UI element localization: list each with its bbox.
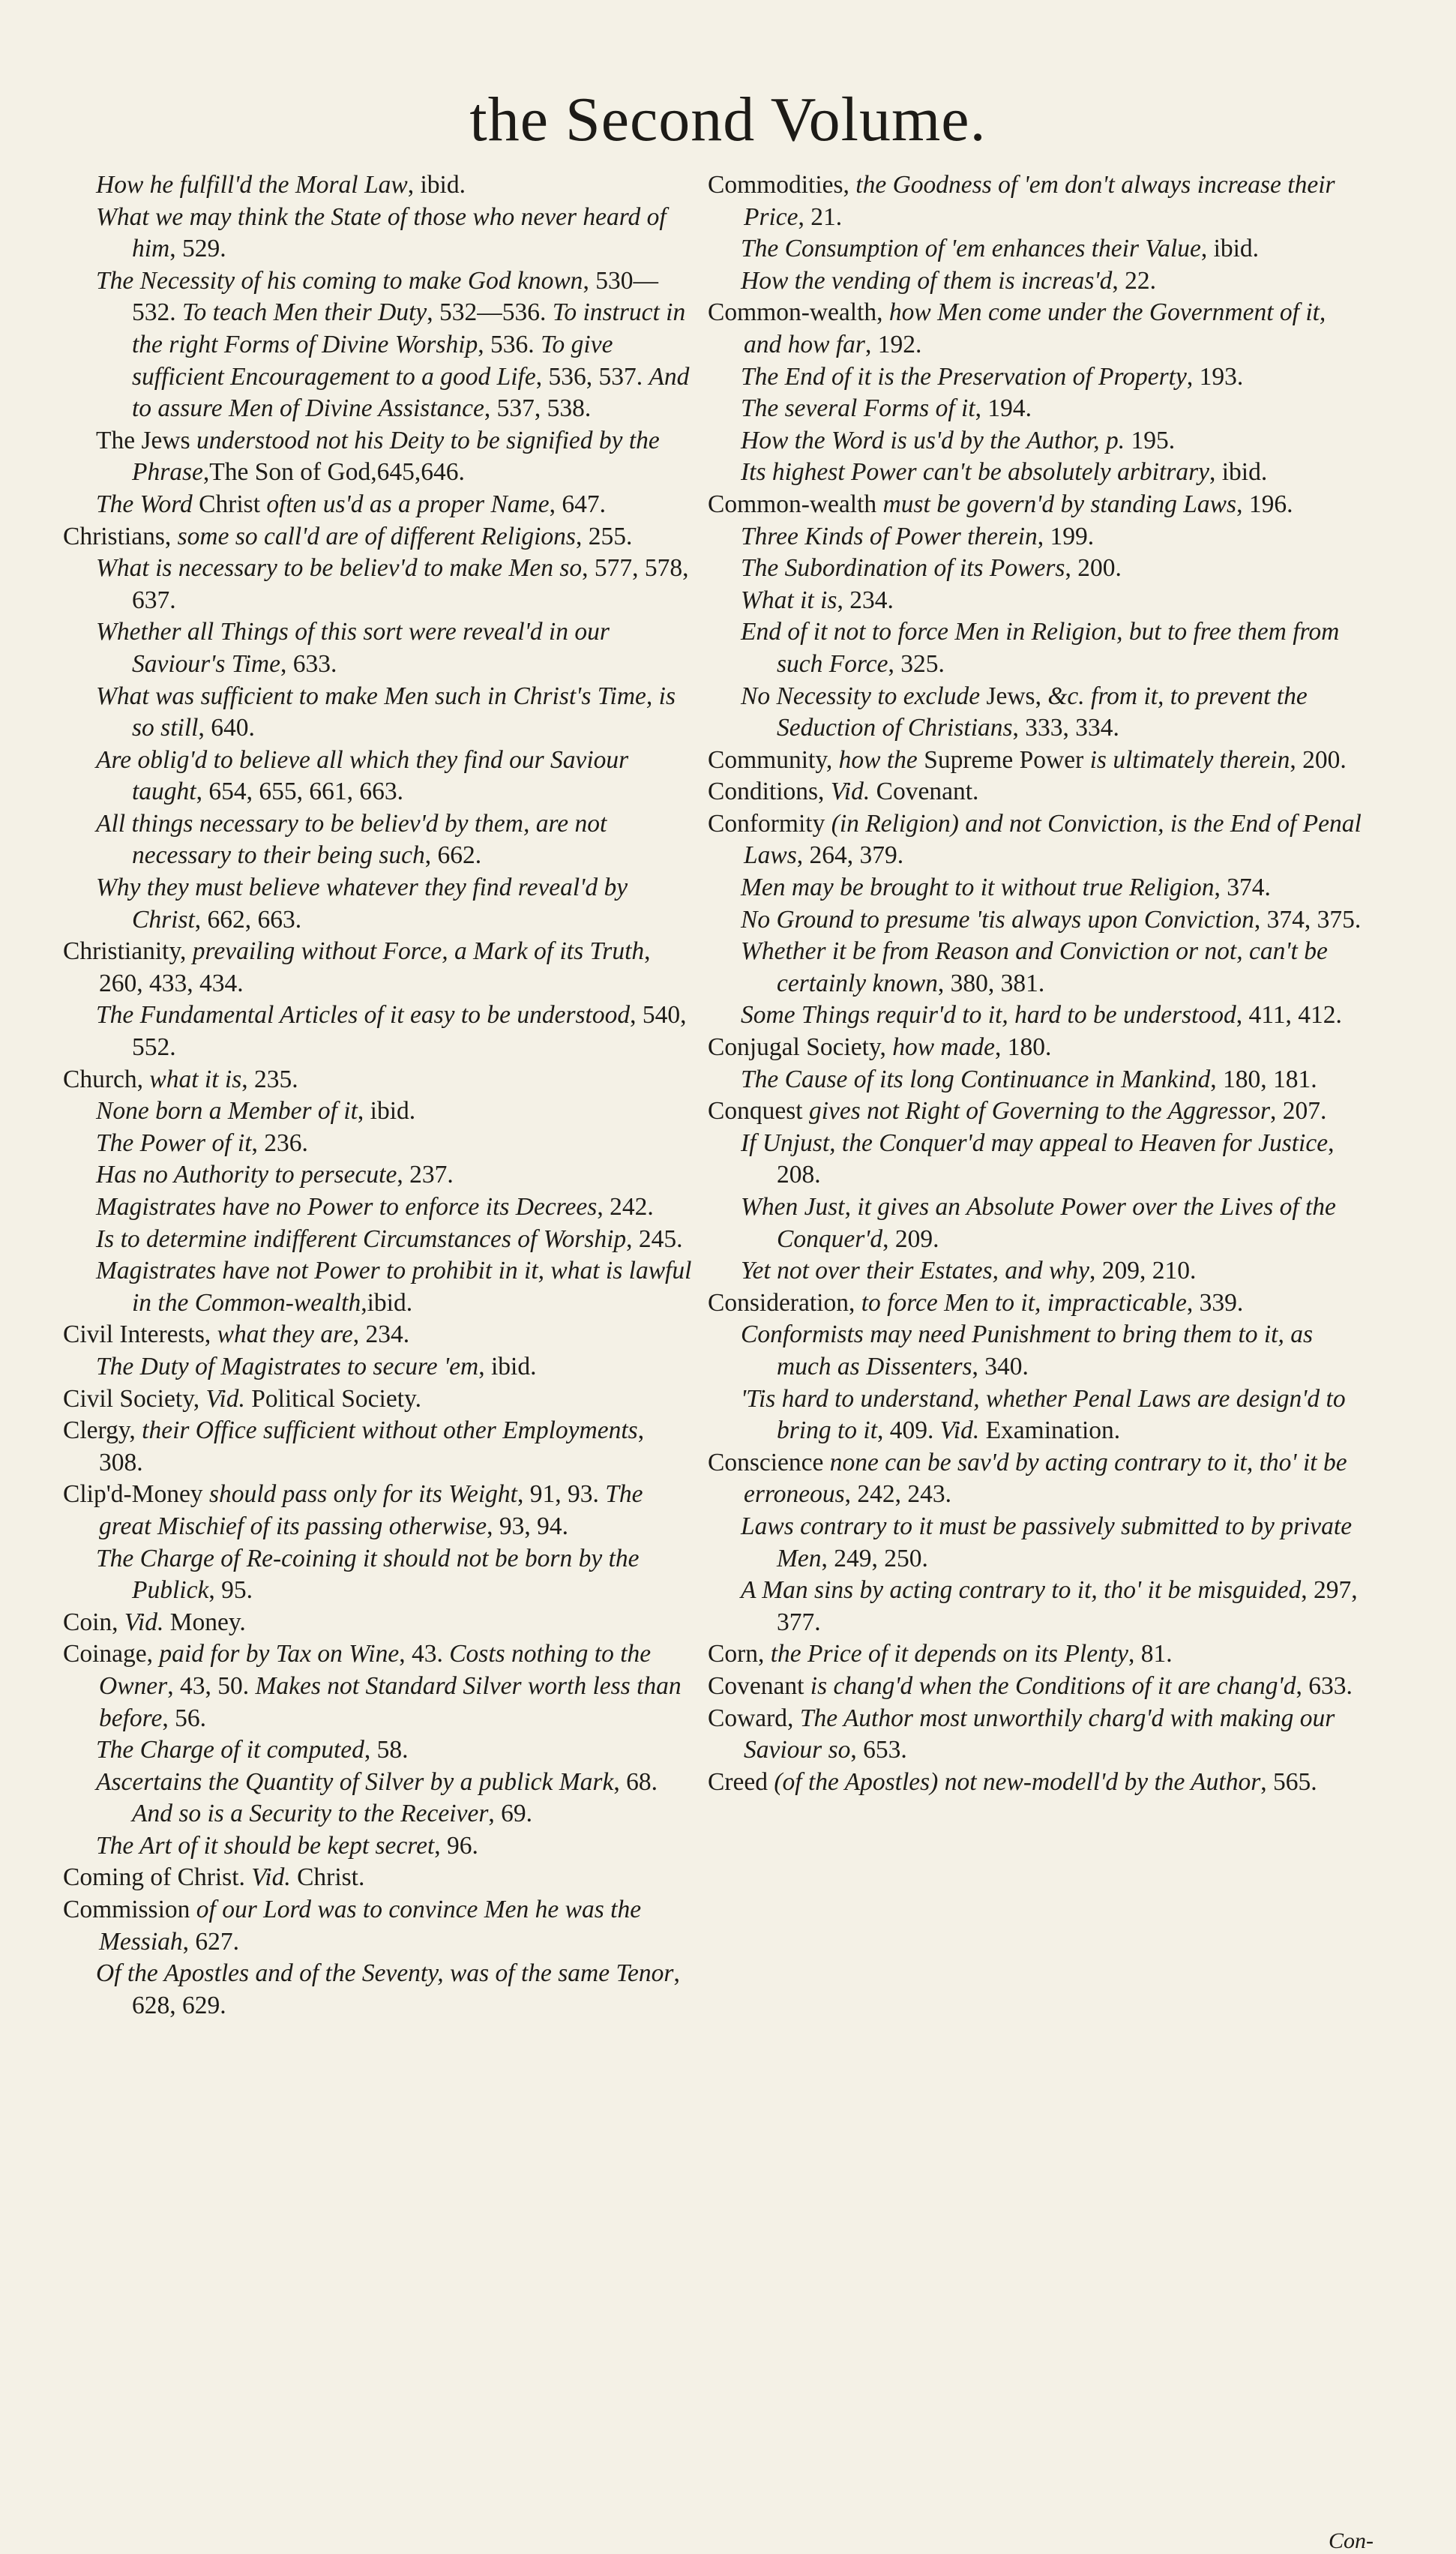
entry-italic-text: What we may think the State of those who never heard of him: [96, 202, 667, 263]
entry-text: , 68.: [613, 1767, 658, 1796]
entry-text: Christians,: [63, 522, 178, 550]
entry-italic-text: Vid.: [251, 1863, 291, 1892]
index-subentry: [96, 1159, 694, 1192]
entry-italic-text: The Necessity of his coming to make God known: [96, 266, 583, 295]
entry-italic-text: And to assure Men of Divine Assistance: [132, 362, 690, 423]
index-subentry: [741, 872, 1369, 904]
index-entry: [708, 745, 1369, 777]
index-subentry: [741, 585, 1369, 617]
index-entry: [708, 1638, 1369, 1671]
entry-text: , 237.: [397, 1161, 454, 1189]
entry-text: Coward,: [708, 1704, 800, 1732]
entry-italic-text: The Power of it: [96, 1129, 252, 1157]
entry-text: Jews: [141, 426, 190, 454]
index-subentry: [96, 202, 694, 265]
index-entry: [708, 1032, 1369, 1064]
entry-italic-text: How the vending of them is increas'd: [741, 266, 1113, 295]
entry-text: , 536, 537.: [535, 362, 649, 391]
entry-text: Coming of Christ.: [63, 1863, 252, 1892]
index-subentry: [741, 425, 1369, 457]
entry-text: , 96.: [434, 1831, 478, 1860]
index-subentry: [96, 1224, 694, 1256]
entry-italic-text: Vid.: [830, 778, 870, 806]
entry-italic-text: Conformists may need Punishment to bring them to it, as much as Dissenters: [741, 1320, 1314, 1380]
index-entry: [63, 1064, 694, 1096]
entry-italic-text: Is to determine indifferent Circumstances of Worship: [96, 1225, 627, 1253]
entry-italic-text: Vid.: [939, 1416, 980, 1445]
index-subentry: [96, 1830, 694, 1863]
entry-italic-text: 'Tis hard to understand, whether Penal Laws are design'd to bring to it: [741, 1384, 1346, 1445]
entry-italic-text: No Ground to presume 'tis always upon Conviction: [741, 905, 1254, 934]
entry-text: , 339.: [1186, 1288, 1244, 1317]
entry-text: , 200.: [1290, 745, 1347, 774]
index-subentry: [96, 616, 694, 680]
index-subentry: [741, 1575, 1369, 1638]
entry-italic-text: Are oblig'd to believe all which they find our Saviour taught: [96, 745, 629, 806]
index-subentry: [96, 1096, 694, 1128]
entry-italic-text: The Charge of Re-coining it should not be born by the Publick: [96, 1544, 640, 1605]
entry-italic-text: none can be sav'd by acting contrary to it, tho' it be erroneous: [744, 1448, 1347, 1509]
entry-text: , 234.: [352, 1320, 410, 1349]
index-subentry: [741, 1128, 1369, 1192]
index-subentry: [96, 425, 694, 489]
entry-italic-text: (of the Apostles) not new-modell'd by the Author: [774, 1767, 1261, 1796]
index-entry: [63, 1607, 694, 1639]
index-subentry: [741, 361, 1369, 394]
entry-text: , ibid.: [1200, 235, 1260, 263]
index-subentry: [96, 1958, 694, 2022]
entry-italic-text: of our Lord was to convince Men he was the Messiah: [99, 1896, 642, 1956]
index-subentry: [741, 1000, 1369, 1032]
entry-text: , 194.: [975, 394, 1032, 423]
entry-text: , 249, 250.: [821, 1544, 928, 1572]
entry-text: Christianity,: [63, 937, 193, 966]
index-subentry: [741, 681, 1369, 745]
entry-text: Civil Society,: [63, 1384, 206, 1413]
entry-italic-text: All things necessary to be believ'd by them, are not necessary to their being such: [96, 809, 607, 870]
entry-text: , 340.: [972, 1352, 1029, 1380]
entry-text: Examination.: [979, 1416, 1121, 1445]
entry-text: , 209.: [882, 1225, 939, 1253]
index-subentry: [96, 489, 694, 521]
entry-italic-text: Its highest Power can't be absolutely arbitrary: [741, 458, 1209, 487]
index-subentry: [96, 169, 694, 202]
entry-text: , 199.: [1037, 522, 1095, 550]
entry-text: , 333, 334.: [1012, 714, 1119, 742]
entry-text: , 81.: [1128, 1640, 1173, 1668]
entry-text: Covenant: [708, 1671, 810, 1700]
entry-text: The: [96, 426, 142, 454]
entry-text: , 93, 94.: [487, 1512, 568, 1540]
entry-text: , 411, 412.: [1236, 1001, 1342, 1030]
entry-italic-text: The several Forms of it: [741, 394, 975, 423]
entry-text: , 95.: [208, 1576, 253, 1605]
index-entry: [63, 521, 694, 553]
entry-text: Common-wealth,: [708, 298, 889, 327]
entry-text: Clergy,: [63, 1416, 142, 1445]
entry-text: 195.: [1125, 426, 1176, 454]
index-entry: [708, 1671, 1369, 1703]
entry-italic-text: Some Things requir'd to it, hard to be understood: [741, 1001, 1236, 1030]
entry-italic-text: Whether it be from Reason and Conviction or not, can't be certainly known: [741, 937, 1328, 997]
entry-text: , 242.: [597, 1193, 654, 1221]
entry-italic-text: When Just, it gives an Absolute Power over the Lives of the Conquer'd: [741, 1193, 1336, 1253]
index-entry: [708, 776, 1369, 808]
entry-italic-text: And so is a Security to the Receiver: [132, 1800, 489, 1828]
entry-text: , 22.: [1112, 266, 1156, 295]
entry-italic-text: to force Men to it, impracticable: [861, 1288, 1187, 1317]
entry-text: Coin,: [63, 1608, 124, 1636]
entry-text: Supreme Power: [917, 745, 1090, 774]
entry-text: , 640.: [198, 714, 255, 742]
index-subentry: [741, 393, 1369, 425]
entry-text: , 633.: [280, 649, 337, 678]
index-subentry: [741, 936, 1369, 1000]
index-subentry: [741, 553, 1369, 585]
entry-text: , 56.: [162, 1704, 206, 1732]
entry-text: Jews,: [980, 682, 1048, 710]
entry-italic-text: End of it not to force Men in Religion, but to free them from such Force: [741, 618, 1340, 678]
entry-text: , 628, 629.: [132, 1959, 680, 2019]
entry-text: Conquest: [708, 1097, 809, 1126]
entry-italic-text: understood not his Deity to be signified by the Phrase: [132, 426, 660, 487]
index-subentry: [96, 872, 694, 936]
index-column-right: [708, 169, 1369, 1798]
entry-italic-text: The Author most unworthily charg'd with making our Saviour so: [744, 1704, 1335, 1764]
entry-italic-text: How the Word is us'd by the Author, p.: [741, 426, 1125, 454]
entry-text: , 200.: [1065, 554, 1122, 583]
entry-italic-text: The Art of it should be kept secret: [96, 1831, 435, 1860]
entry-text: , 662, 663.: [194, 905, 302, 934]
entry-italic-text: To teach Men their Duty: [182, 298, 427, 327]
entry-text: , 260, 433, 434.: [99, 937, 651, 997]
entry-italic-text: The Consumption of 'em enhances their Value: [741, 235, 1201, 263]
index-subentry: [96, 808, 694, 872]
entry-text: , 297, 377.: [777, 1576, 1358, 1636]
entry-italic-text: must be govern'd by standing Laws: [882, 490, 1237, 518]
index-subentry: [741, 616, 1369, 680]
index-entry: [708, 1447, 1369, 1511]
page-title: the Second Volume.: [469, 85, 987, 154]
entry-text: , 209, 210.: [1089, 1257, 1197, 1285]
entry-text: , 536.: [478, 330, 541, 358]
entry-italic-text: The Duty of Magistrates to secure 'em: [96, 1352, 479, 1380]
entry-italic-text: prevailing without Force, a Mark of its Truth: [192, 937, 645, 966]
entry-italic-text: What is necessary to be believ'd to make Men so: [96, 554, 583, 583]
index-entry: [63, 936, 694, 1000]
entry-italic-text: some so call'd are of different Religions: [177, 522, 576, 550]
entry-text: , 627.: [182, 1927, 240, 1956]
index-entry: [63, 1894, 694, 1958]
entry-italic-text: Vid.: [124, 1608, 164, 1636]
index-entry: [63, 1319, 694, 1351]
entry-text: Church,: [63, 1065, 150, 1093]
entry-text: Money.: [163, 1608, 246, 1636]
entry-italic-text: Whether all Things of this sort were reveal'd in our Saviour's Time: [96, 618, 610, 678]
index-entry: [63, 1383, 694, 1416]
entry-text: , 537, 538.: [484, 394, 592, 423]
entry-text: Commission: [63, 1896, 196, 1924]
entry-text: , 264, 379.: [796, 841, 904, 870]
entry-italic-text: The Fundamental Articles of it easy to be understood: [96, 1001, 631, 1030]
index-subentry: [741, 265, 1369, 298]
entry-italic-text: Ascertains the Quantity of Silver by a publick Mark: [96, 1767, 614, 1796]
index-subentry: [96, 681, 694, 745]
entry-italic-text: the Price of it depends on its Plenty: [770, 1640, 1129, 1668]
index-column-left: [63, 169, 694, 2022]
entry-italic-text: how Men come under the Government of it, and how far: [744, 298, 1326, 358]
entry-text: , 193.: [1186, 362, 1244, 391]
entry-italic-text: A Man sins by acting contrary to it, tho' it be misguided: [741, 1576, 1302, 1605]
index-entry: [708, 297, 1369, 361]
entry-text: , ibid.: [1209, 458, 1268, 487]
entry-italic-text: Vid.: [205, 1384, 245, 1413]
entry-text: Consideration,: [708, 1288, 861, 1317]
entry-text: , 242, 243.: [844, 1480, 951, 1509]
entry-text: , 69.: [488, 1800, 532, 1828]
index-entry: [708, 1287, 1369, 1320]
entry-text: , 530—532.: [132, 266, 658, 327]
entry-text: Conditions,: [708, 778, 831, 806]
entry-text: , 374, 375.: [1254, 905, 1362, 934]
index-subentry: [96, 745, 694, 808]
entry-italic-text: Of the Apostles and of the Seventy, was of the same Tenor: [96, 1959, 674, 1988]
index-entry: [63, 1638, 694, 1734]
catchword: Con-: [1329, 2529, 1374, 2553]
index-subentry: [96, 1000, 694, 1063]
index-subentry: [96, 1767, 694, 1830]
index-subentry: [96, 1255, 694, 1319]
entry-text: , 325.: [888, 649, 945, 678]
entry-text: , 21.: [798, 202, 843, 231]
entry-text: , 529.: [169, 235, 226, 263]
index-subentry: [96, 1734, 694, 1767]
entry-text: , 91, 93.: [517, 1480, 606, 1509]
index-entry: [63, 1415, 694, 1479]
entry-italic-text: Laws contrary to it must be passively submitted to by private Men: [741, 1512, 1353, 1572]
index-subentry: [96, 1128, 694, 1160]
entry-text: , 308.: [99, 1416, 645, 1476]
entry-text: , 255.: [575, 522, 633, 550]
entry-text: , 58.: [364, 1736, 409, 1764]
entry-text: , 654, 655, 661, 663.: [196, 778, 403, 806]
entry-text: Covenant.: [870, 778, 979, 806]
entry-text: , 409.: [877, 1416, 940, 1445]
index-entry: [708, 808, 1369, 872]
entry-text: , 540, 552.: [132, 1001, 687, 1062]
entry-text: , ibid.: [357, 1097, 416, 1126]
entry-text: Creed: [708, 1767, 774, 1796]
entry-italic-text: To give sufficient Encouragement to a good Life: [132, 330, 613, 391]
entry-text: , 43.: [399, 1640, 450, 1668]
entry-text: Commodities,: [708, 171, 856, 199]
entry-text: , 374.: [1214, 874, 1271, 902]
entry-italic-text: how made: [892, 1033, 996, 1062]
entry-italic-text: &c. from it, to prevent the Seduction of Christians: [777, 682, 1308, 742]
index-entry: [708, 1767, 1369, 1799]
index-subentry: [96, 1351, 694, 1383]
entry-italic-text: Magistrates have no Power to enforce its Decrees: [96, 1193, 598, 1221]
entry-italic-text: Yet not over their Estates, and why: [741, 1257, 1089, 1285]
entry-text: Coinage,: [63, 1640, 160, 1668]
index-subentry: [741, 233, 1369, 265]
entry-italic-text: What was sufficient to make Men such in Christ's Time, is so still: [96, 682, 676, 742]
entry-italic-text: Costs nothing to the Owner: [99, 1640, 652, 1700]
entry-text: , 180.: [995, 1033, 1052, 1062]
entry-italic-text: what they are: [217, 1320, 353, 1349]
entry-italic-text: their Office sufficient without other Employments: [142, 1416, 638, 1445]
index-entry: [63, 1862, 694, 1894]
entry-text: , 208.: [777, 1129, 1335, 1189]
entry-text: , 565.: [1260, 1767, 1317, 1796]
entry-text: , 234.: [837, 586, 894, 614]
entry-italic-text: Men may be brought to it without true Religion: [741, 874, 1215, 902]
entry-italic-text: The great Mischief of its passing otherwise: [99, 1480, 643, 1540]
entry-text: Clip'd-Money: [63, 1480, 209, 1509]
entry-text: , 245.: [626, 1225, 683, 1253]
entry-text: , 577, 578, 637.: [132, 554, 689, 614]
entry-text: Conformity: [708, 809, 831, 838]
entry-italic-text: is chang'd when the Conditions of it are chang'd: [810, 1671, 1296, 1700]
entry-text: Christ.: [290, 1863, 365, 1892]
entry-italic-text: The Word: [96, 490, 193, 518]
entry-text: Corn,: [708, 1640, 771, 1668]
entry-text: Community,: [708, 745, 839, 774]
entry-text: , 653.: [850, 1736, 907, 1764]
entry-italic-text: The Charge of it computed: [96, 1736, 364, 1764]
entry-text: Christ: [192, 490, 267, 518]
entry-text: , 380, 381.: [937, 969, 1045, 997]
entry-italic-text: Magistrates have not Power to prohibit in it, what is lawful in the Common-wealth: [96, 1257, 692, 1317]
entry-italic-text: often us'd as a proper Name: [266, 490, 550, 518]
entry-italic-text: If Unjust, the Conquer'd may appeal to Heaven for Justice: [741, 1129, 1329, 1157]
entry-text: Conscience: [708, 1448, 830, 1476]
entry-italic-text: The Cause of its long Continuance in Mankind: [741, 1065, 1211, 1093]
entry-text: , 236.: [251, 1129, 308, 1157]
index-subentry: [741, 457, 1369, 489]
entry-text: , 633.: [1296, 1671, 1353, 1700]
entry-text: , 196.: [1236, 490, 1293, 518]
entry-italic-text: To instruct in the right Forms of Divine Worship: [132, 298, 686, 358]
entry-italic-text: the Goodness of 'em don't always increase their Price: [744, 171, 1335, 231]
entry-italic-text: is ultimately therein: [1089, 745, 1290, 774]
index-subentry: [96, 265, 694, 425]
entry-text: , 180, 181.: [1210, 1065, 1317, 1093]
entry-text: , 235.: [241, 1065, 298, 1093]
entry-text: ,The Son of God,645,646.: [202, 458, 465, 487]
index-subentry: [96, 1192, 694, 1224]
entry-italic-text: No Necessity to exclude: [741, 682, 981, 710]
index-subentry: [741, 1319, 1369, 1383]
index-entry: [708, 489, 1369, 521]
entry-text: , ibid.: [407, 171, 466, 199]
entry-italic-text: paid for by Tax on Wine: [159, 1640, 400, 1668]
index-entry: [63, 1479, 694, 1542]
entry-italic-text: How he fulfill'd the Moral Law: [96, 171, 408, 199]
index-entry: [708, 169, 1369, 233]
entry-text: , 662.: [424, 841, 482, 870]
entry-text: , 647.: [549, 490, 606, 518]
index-subentry: [741, 904, 1369, 937]
entry-italic-text: Why they must believe whatever they find reveal'd by Christ: [96, 874, 628, 934]
entry-text: Conjugal Society,: [708, 1033, 893, 1062]
entry-italic-text: (in Religion) and not Conviction, is the End of Penal Laws: [744, 809, 1362, 870]
index-subentry: [741, 1511, 1369, 1575]
entry-italic-text: should pass only for its Weight: [208, 1480, 517, 1509]
entry-italic-text: Makes not Standard Silver worth less than before: [99, 1671, 682, 1732]
entry-italic-text: how the: [838, 745, 918, 774]
index-subentry: [741, 1383, 1369, 1447]
index-entry: [708, 1703, 1369, 1767]
entry-italic-text: what it is: [149, 1065, 242, 1093]
entry-text: , 207.: [1269, 1097, 1327, 1126]
index-subentry: [741, 1255, 1369, 1287]
entry-text: Civil Interests,: [63, 1320, 217, 1349]
entry-text: ,ibid.: [361, 1288, 413, 1317]
entry-text: Political Society.: [244, 1384, 421, 1413]
index-subentry: [741, 1192, 1369, 1255]
entry-italic-text: Has no Authority to persecute: [96, 1161, 397, 1189]
index-subentry: [741, 1064, 1369, 1096]
entry-text: , 192.: [864, 330, 922, 358]
entry-italic-text: Three Kinds of Power therein: [741, 522, 1038, 550]
entry-italic-text: None born a Member of it: [96, 1097, 358, 1126]
index-subentry: [96, 1543, 694, 1607]
entry-text: Common-wealth: [708, 490, 883, 518]
entry-text: , 43, 50.: [167, 1671, 256, 1700]
entry-italic-text: The End of it is the Preservation of Property: [741, 362, 1187, 391]
entry-text: , ibid.: [478, 1352, 537, 1380]
entry-italic-text: The Subordination of its Powers: [741, 554, 1065, 583]
index-entry: [708, 1096, 1369, 1128]
entry-italic-text: What it is: [741, 586, 837, 614]
index-subentry: [96, 553, 694, 616]
entry-text: , 532—536.: [427, 298, 553, 327]
entry-italic-text: gives not Right of Governing to the Aggressor: [808, 1097, 1270, 1126]
index-subentry: [741, 521, 1369, 553]
